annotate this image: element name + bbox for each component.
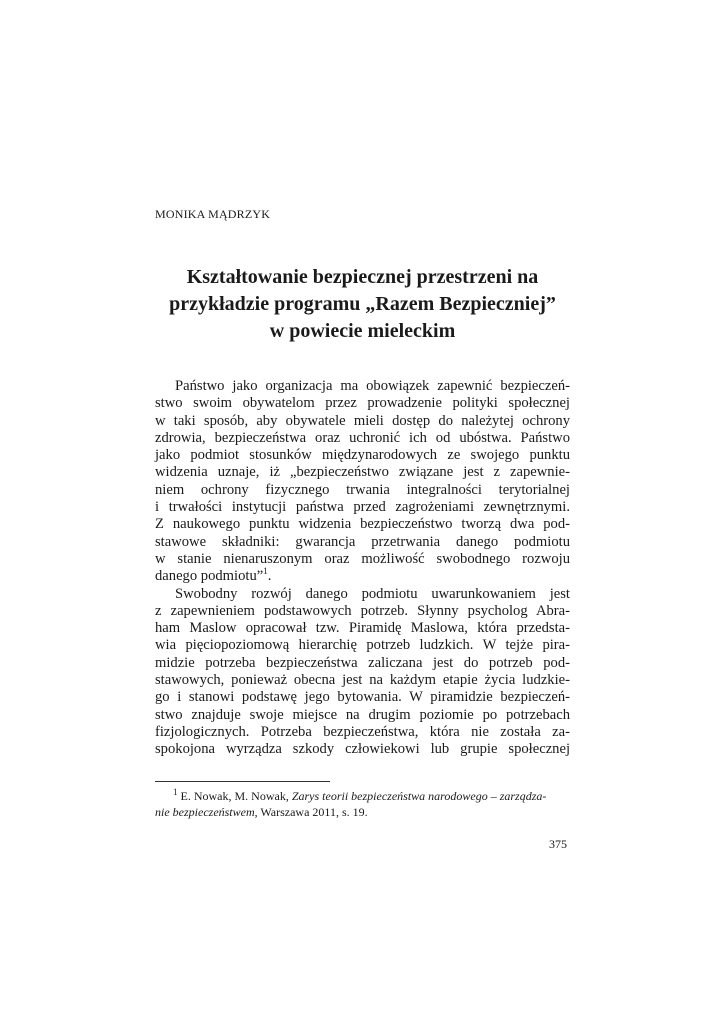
footnote-book-title: Zarys teorii bezpieczeństwa narodowego – zarządza-	[291, 789, 547, 803]
text-line: z zapewnieniem podstawowych potrzeb. Słynny psycholog Abra-	[155, 602, 570, 619]
text-line: i trwałości instytucji państwa przed zagrożeniami zewnętrznymi.	[155, 499, 570, 516]
title-line: przykładzie programu „Razem Bezpieczniej”	[169, 293, 556, 315]
paragraph	[155, 586, 570, 759]
page-number: 375	[549, 837, 567, 851]
footnote-book-title: nie bezpieczeństwem	[155, 805, 255, 819]
footnote-divider	[155, 781, 330, 782]
text-line: Swobodny rozwój danego podmiotu uwarunkowaniem jest	[175, 585, 570, 602]
footnote-line	[155, 788, 570, 804]
footnote-number: 1	[173, 787, 178, 797]
text-line: Państwo jako organizacja ma obowiązek zapewnić bezpieczeń-	[175, 378, 570, 394]
footnote-authors: E. Nowak, M. Nowak,	[180, 789, 292, 803]
text-line: stwo swoim obywatelom przez prowadzenie polityki społecznej	[155, 395, 570, 412]
text-line: ham Maslow opracował tzw. Piramidę Maslowa, która przedsta-	[155, 620, 570, 637]
text-line	[155, 568, 570, 585]
text-line: midzie potrzeba bezpieczeństwa zaliczana jest do potrzeb pod-	[155, 654, 570, 671]
chapter-title	[155, 264, 570, 345]
body-text	[155, 378, 570, 759]
text-line: stwo znajduje swoje miejsce na drugim poziomie po potrzebach	[155, 706, 570, 723]
footnote-line	[155, 804, 570, 820]
paragraph	[155, 378, 570, 586]
text-line: fizjologicznych. Potrzeba bezpieczeństwa, która nie została za-	[155, 723, 570, 740]
text-line: widzenia uznaje, iż „bezpieczeństwo związane jest z zapewnie-	[155, 464, 570, 481]
text-line: spokojona wyrządza szkody człowiekowi lub grupie społecznej	[155, 741, 570, 758]
text-segment: .	[267, 568, 272, 585]
title-line: Kształtowanie bezpiecznej przestrzeni na	[186, 266, 539, 288]
text-line: stawowe składniki: gwarancja przetrwania danego podmiotu	[155, 533, 570, 550]
text-segment: danego podmiotu”	[155, 568, 264, 585]
text-line: w taki sposób, aby obywatele mieli dostęp do należytej ochrony	[155, 412, 570, 429]
text-line: w stanie nienaruszonym oraz możliwość swobodnego rozwoju	[155, 550, 570, 567]
author-name: MONIKA MĄDRZYK	[155, 207, 271, 221]
text-line: stawowych, ponieważ obecna jest na każdym etapie życia ludzkie-	[155, 672, 570, 689]
text-line: go i stanowi podstawę jego bytowania. W piramidzie bezpieczeń-	[155, 689, 570, 706]
text-line: Z naukowego punktu widzenia bezpieczeństwo tworzą dwa pod-	[155, 516, 570, 533]
text-line: zdrowia, bezpieczeństwa oraz uchronić ich od ubóstwa. Państwo	[155, 429, 570, 446]
text-line: niem ochrony fizycznego trwania integralności terytorialnej	[155, 481, 570, 498]
text-line: wia pięciopoziomową hierarchię potrzeb ludzkich. W tejże pira-	[155, 637, 570, 654]
footnote-reference[interactable]: 1	[263, 566, 268, 577]
title-line: w powiecie mieleckim	[269, 320, 456, 342]
text-line: jako podmiot stosunków międzynarodowych ze swojego punktu	[155, 447, 570, 464]
footnote-publication: , Warszawa 2011, s. 19.	[254, 805, 368, 819]
footnote	[155, 788, 570, 820]
